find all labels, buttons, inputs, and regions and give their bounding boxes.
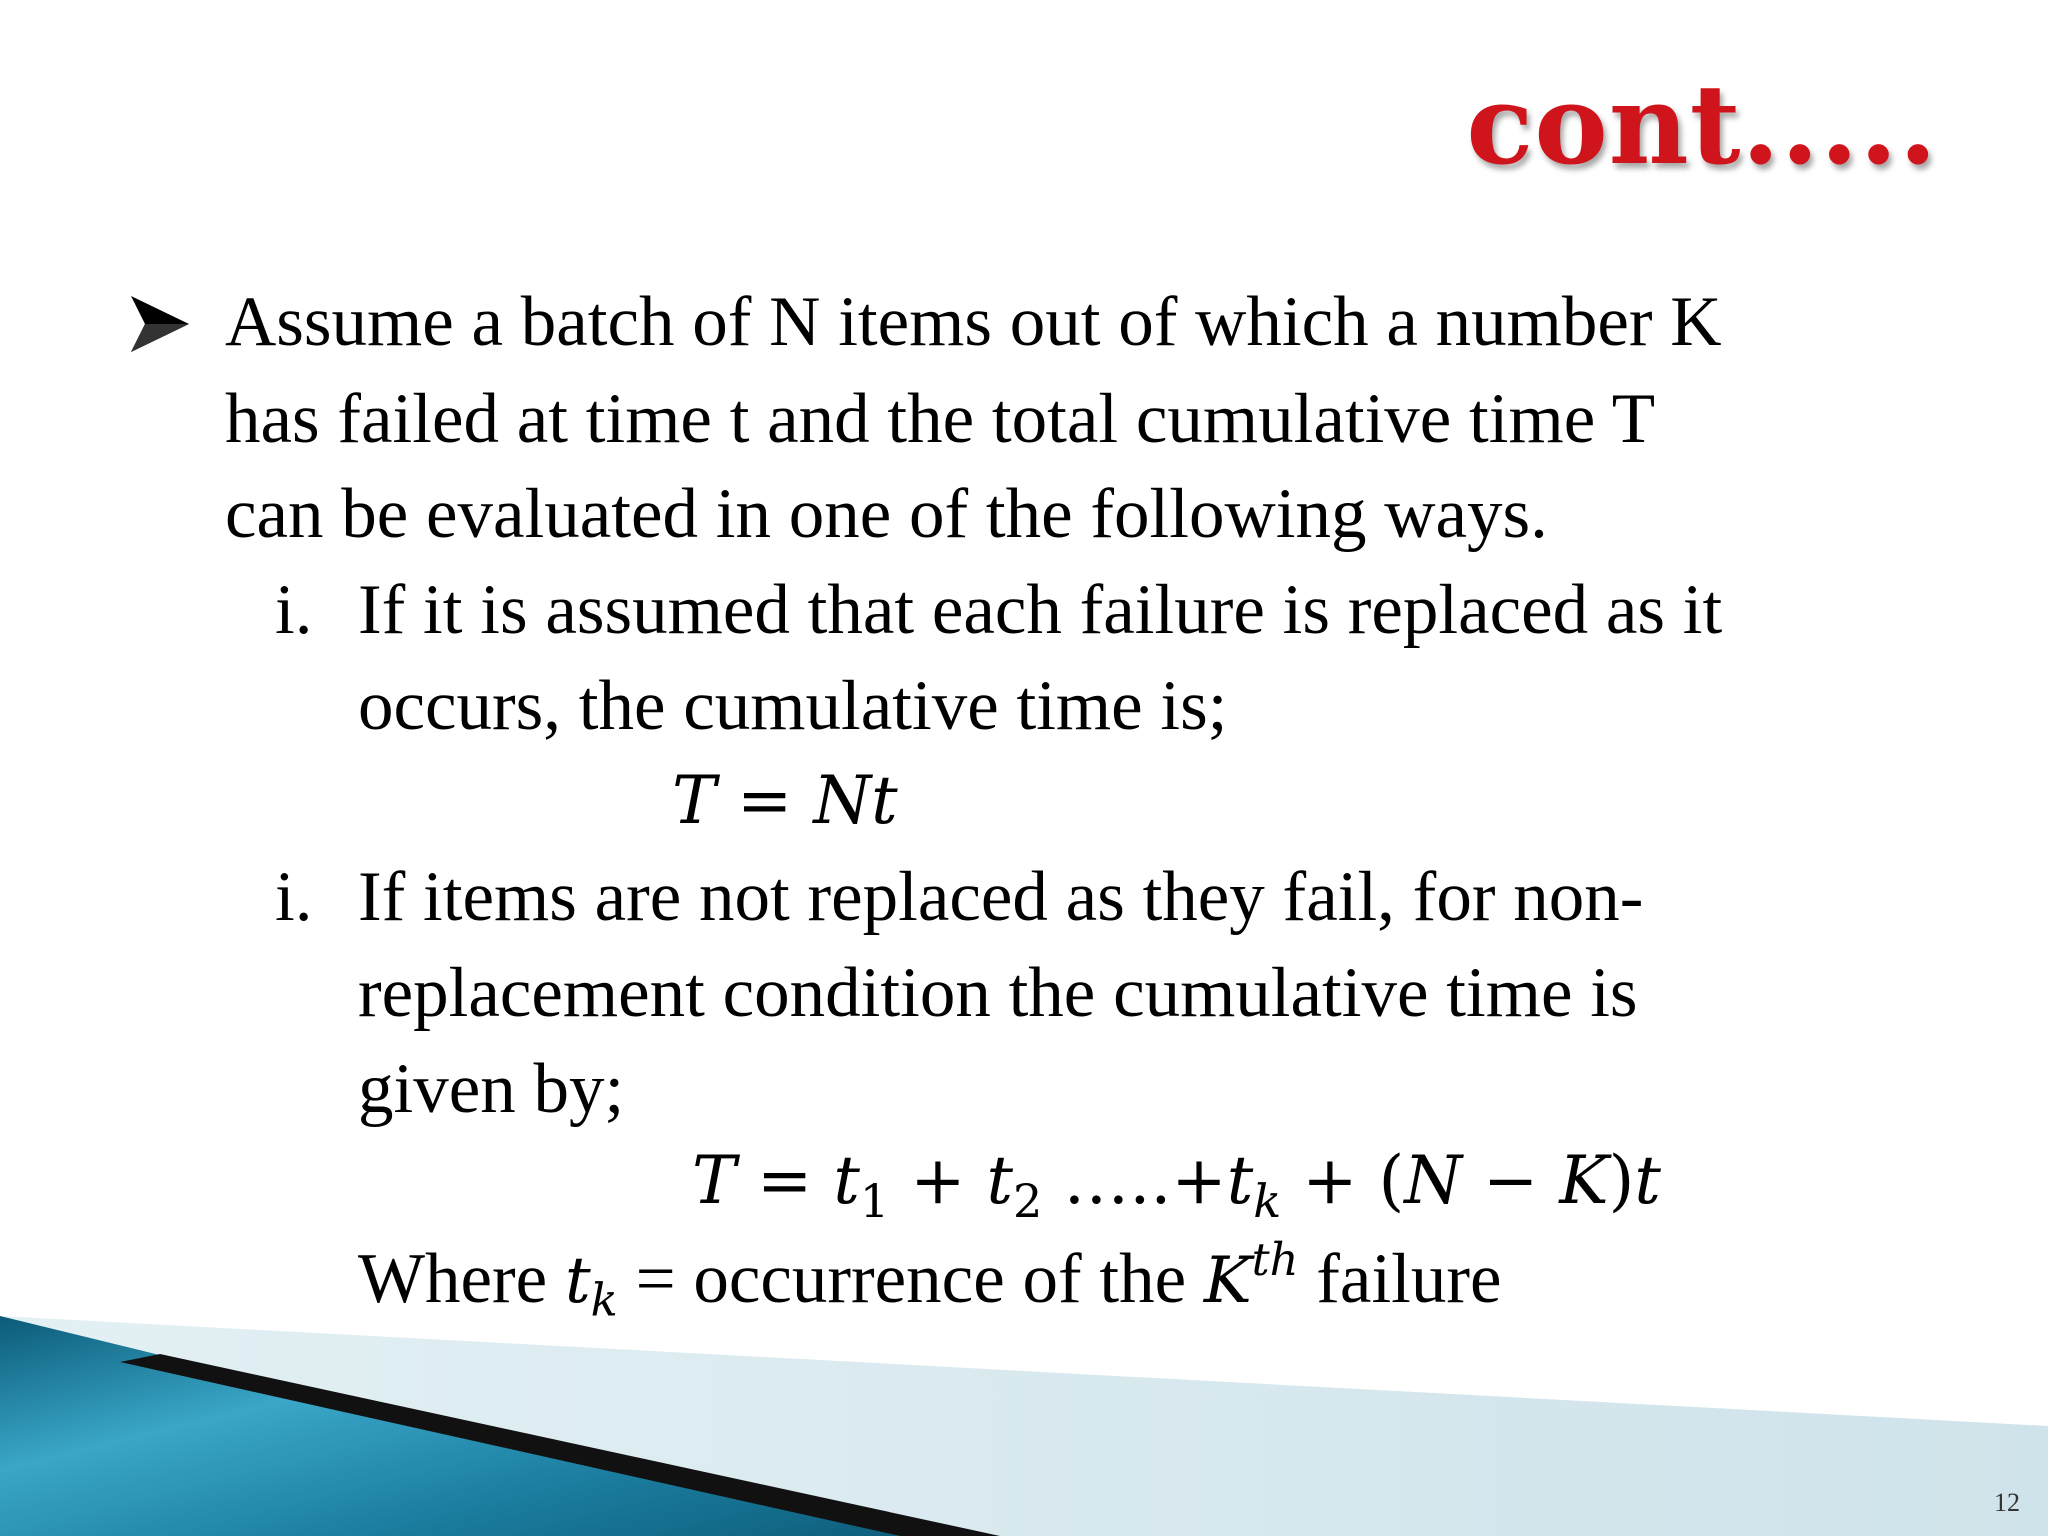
arrow-bullet-icon (125, 288, 197, 360)
formula2-t-last: t (1634, 1142, 1661, 1219)
formula2-plus-3: + (1302, 1142, 1358, 1219)
formula2-t1-var: t (833, 1142, 860, 1219)
formula2-plus-2: + (1171, 1142, 1227, 1219)
formula2-N: N (1404, 1142, 1463, 1219)
formula2-t1 (833, 1142, 890, 1228)
item2-line-3: given by; (358, 1050, 625, 1128)
where-K-sup: th (1251, 1233, 1299, 1287)
formula2-eq: = (757, 1142, 813, 1219)
intro-line-1: Assume a batch of N items out of which a number K (225, 283, 1722, 361)
formula2-paren-close: ) (1608, 1142, 1635, 1219)
list-marker-1: i. (275, 571, 313, 649)
formula-eq: = (737, 762, 793, 839)
where-text: occurrence of the (693, 1240, 1187, 1318)
where-suffix: failure (1316, 1240, 1502, 1318)
where-prefix: Where (358, 1240, 548, 1318)
where-tk-sub: k (590, 1273, 618, 1327)
where-tk-var: t (564, 1244, 591, 1318)
item2-line-1: If items are not replaced as they fail, for non- (358, 858, 1644, 936)
formula-rhs: Nt (813, 762, 898, 839)
formula-replacement (672, 762, 898, 839)
formula2-plus-1: + (910, 1142, 966, 1219)
formula2-dots: ….. (1063, 1142, 1172, 1219)
formula2-paren-open: ( (1378, 1142, 1405, 1219)
formula2-t2-sub: 2 (1013, 1173, 1043, 1228)
formula2-tk-sub: k (1253, 1173, 1282, 1228)
formula2-K: K (1559, 1142, 1609, 1219)
formula2-tk (1226, 1142, 1282, 1228)
intro-line-2: has failed at time t and the total cumulative time T (225, 380, 1656, 458)
formula2-tk-var: t (1226, 1142, 1254, 1219)
slide-title: cont..... (1466, 60, 1938, 189)
item1-line-1: If it is assumed that each failure is replaced as it (358, 571, 1723, 649)
item1-line-2: occurs, the cumulative time is; (358, 667, 1228, 745)
formula-nonreplacement (692, 1142, 1661, 1228)
where-K: K (1203, 1244, 1252, 1318)
formula2-minus: − (1483, 1142, 1539, 1219)
formula2-lhs: T (692, 1142, 737, 1219)
formula-lhs: T (672, 762, 717, 839)
formula2-t2-var: t (986, 1142, 1014, 1219)
list-marker-2: i. (275, 858, 313, 936)
page-number: 12 (1994, 1488, 2020, 1517)
formula2-t1-sub: 1 (859, 1173, 890, 1228)
where-eq: = (635, 1240, 676, 1318)
decorative-swoosh (0, 1276, 2048, 1536)
item2-line-2: replacement condition the cumulative time is (358, 954, 1638, 1032)
formula2-t2 (986, 1142, 1043, 1228)
intro-line-3: can be evaluated in one of the following ways. (225, 475, 1548, 553)
